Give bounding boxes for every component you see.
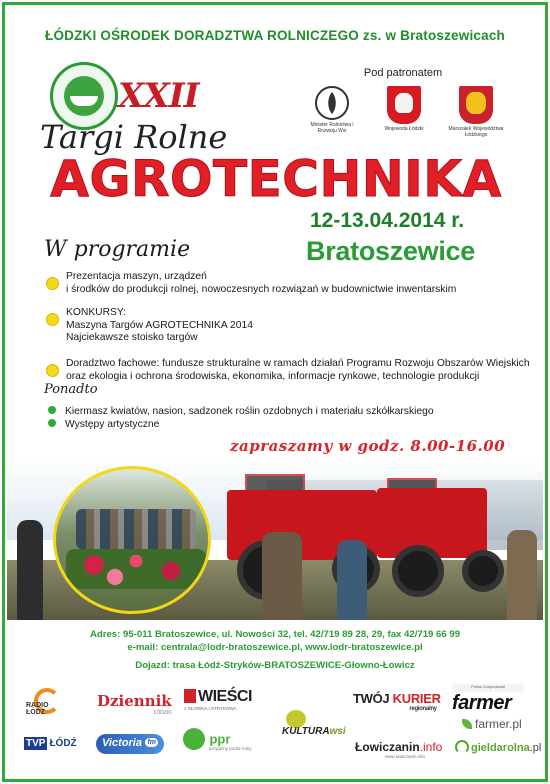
dziennik-lodzki-logo: Dziennik ŁÓDZKI xyxy=(97,692,172,716)
programme-title: W programie xyxy=(44,237,191,262)
leaf-icon xyxy=(462,719,472,729)
patronage-label: Pod patronatem xyxy=(363,67,443,79)
extras-item xyxy=(48,406,434,417)
gielda-rolna-logo: gieldarolna.pl xyxy=(455,740,541,754)
polish-eagle-emblem-icon xyxy=(387,86,421,124)
programme-line: oraz ekologia i ochrona środowiska, ekonomika, informacje rynkowe, technologie produkcji xyxy=(66,370,480,382)
farmer-logo: Portal Gospodarski farmer xyxy=(452,684,524,715)
programme-line: Maszyna Targów AGROTECHNIKA 2014 xyxy=(66,319,253,331)
event-date: 12-13.04.2014 r. xyxy=(310,209,465,232)
patron-caption: Wojewoda Łódzki xyxy=(384,126,424,132)
organizer-title: ŁÓDZKI OŚRODEK DORADZTWA ROLNICZEGO zs. w Bratoszewicach xyxy=(45,28,505,43)
victoria-fm-logo: Victoria fm xyxy=(96,734,164,754)
programme-item xyxy=(46,307,253,345)
ppr-icon xyxy=(183,728,205,750)
patron-caption: Marszałek Województwa Łódzkiego xyxy=(448,126,504,138)
event-edition: XXII xyxy=(118,76,199,116)
patron-caption: Minister Rolnictwa i Rozwoju Wsi xyxy=(310,122,354,134)
contact-address: Adres: 95-011 Bratoszewice, ul. Nowości 32, tel. 42/719 89 28, 29, fax 42/719 66 99 xyxy=(89,629,461,640)
event-subtitle: Targi Rolne xyxy=(40,118,228,156)
kultura-wsi-logo: KULTURAwsi xyxy=(282,710,358,742)
event-name: AGROTECHNIKA xyxy=(50,150,502,208)
wiesci-logo: WIEŚCI z GŁOWNA I STRYKOWA xyxy=(184,688,252,711)
farmer-pl-logo: farmer.pl xyxy=(462,717,522,731)
programme-item xyxy=(46,358,530,383)
programme-line: i środków do produkcji rolnej, nowoczesnych rozwiązań w budownictwie inwentarskim xyxy=(66,283,457,295)
twoj-kurier-logo: TWÓJ KURIER regionalny xyxy=(353,691,441,712)
programme-line: Najciekawsze stoisko targów xyxy=(66,332,198,343)
route-info: Dojazd: trasa Łódź-Stryków-BRATOSZEWICE-Głowno-Łowicz xyxy=(135,660,415,671)
lowiczanin-logo: Łowiczanin.info www.lowiczanin.info xyxy=(355,740,443,759)
extras-item-text: Występy artystyczne xyxy=(65,419,160,430)
patron-ministry xyxy=(302,86,362,134)
invitation-hours: zapraszamy w godz. 8.00-16.00 xyxy=(230,437,506,455)
gielda-icon xyxy=(455,740,469,754)
extras-item-text: Kiermasz kwiatów, nasion, sadzonek roślin ozdobnych i materiału szkółkarskiego xyxy=(65,406,434,417)
patron-voivode xyxy=(374,86,434,132)
bullet-icon xyxy=(48,406,56,414)
bullet-icon xyxy=(48,419,56,427)
programme-line: KONKURSY: xyxy=(66,307,127,318)
patron-marshal xyxy=(446,86,506,138)
programme-line: Prezentacja maszyn, urządzeń xyxy=(66,271,207,282)
ppr-logo: ppr przyjazny portal rolny xyxy=(183,728,252,751)
tvp-lodz-logo: TVP ŁÓDŹ xyxy=(26,738,77,749)
bullet-icon xyxy=(46,364,59,377)
programme-line: Doradztwo fachowe: fundusze strukturalne w ramach działań Programu Rozwoju Obszarów Wiejskich xyxy=(66,358,530,369)
ministry-emblem-icon xyxy=(315,86,349,120)
tractor-image xyxy=(377,488,487,558)
extras-item xyxy=(48,419,159,430)
contact-email: e-mail: centrala@lodr-bratoszewice.pl, www.lodr-bratoszewice.pl xyxy=(127,642,423,653)
bullet-icon xyxy=(46,277,59,290)
programme-item xyxy=(46,271,456,296)
event-place: Bratoszewice xyxy=(306,236,475,266)
extras-title: Ponadto xyxy=(44,382,98,397)
lodzkie-voivodeship-emblem-icon xyxy=(459,86,493,124)
radio-lodz-logo: RADIO ŁÓDŹ xyxy=(24,688,64,722)
flower-market-photo xyxy=(53,466,211,614)
event-photo xyxy=(7,460,543,620)
bullet-icon xyxy=(46,313,59,326)
